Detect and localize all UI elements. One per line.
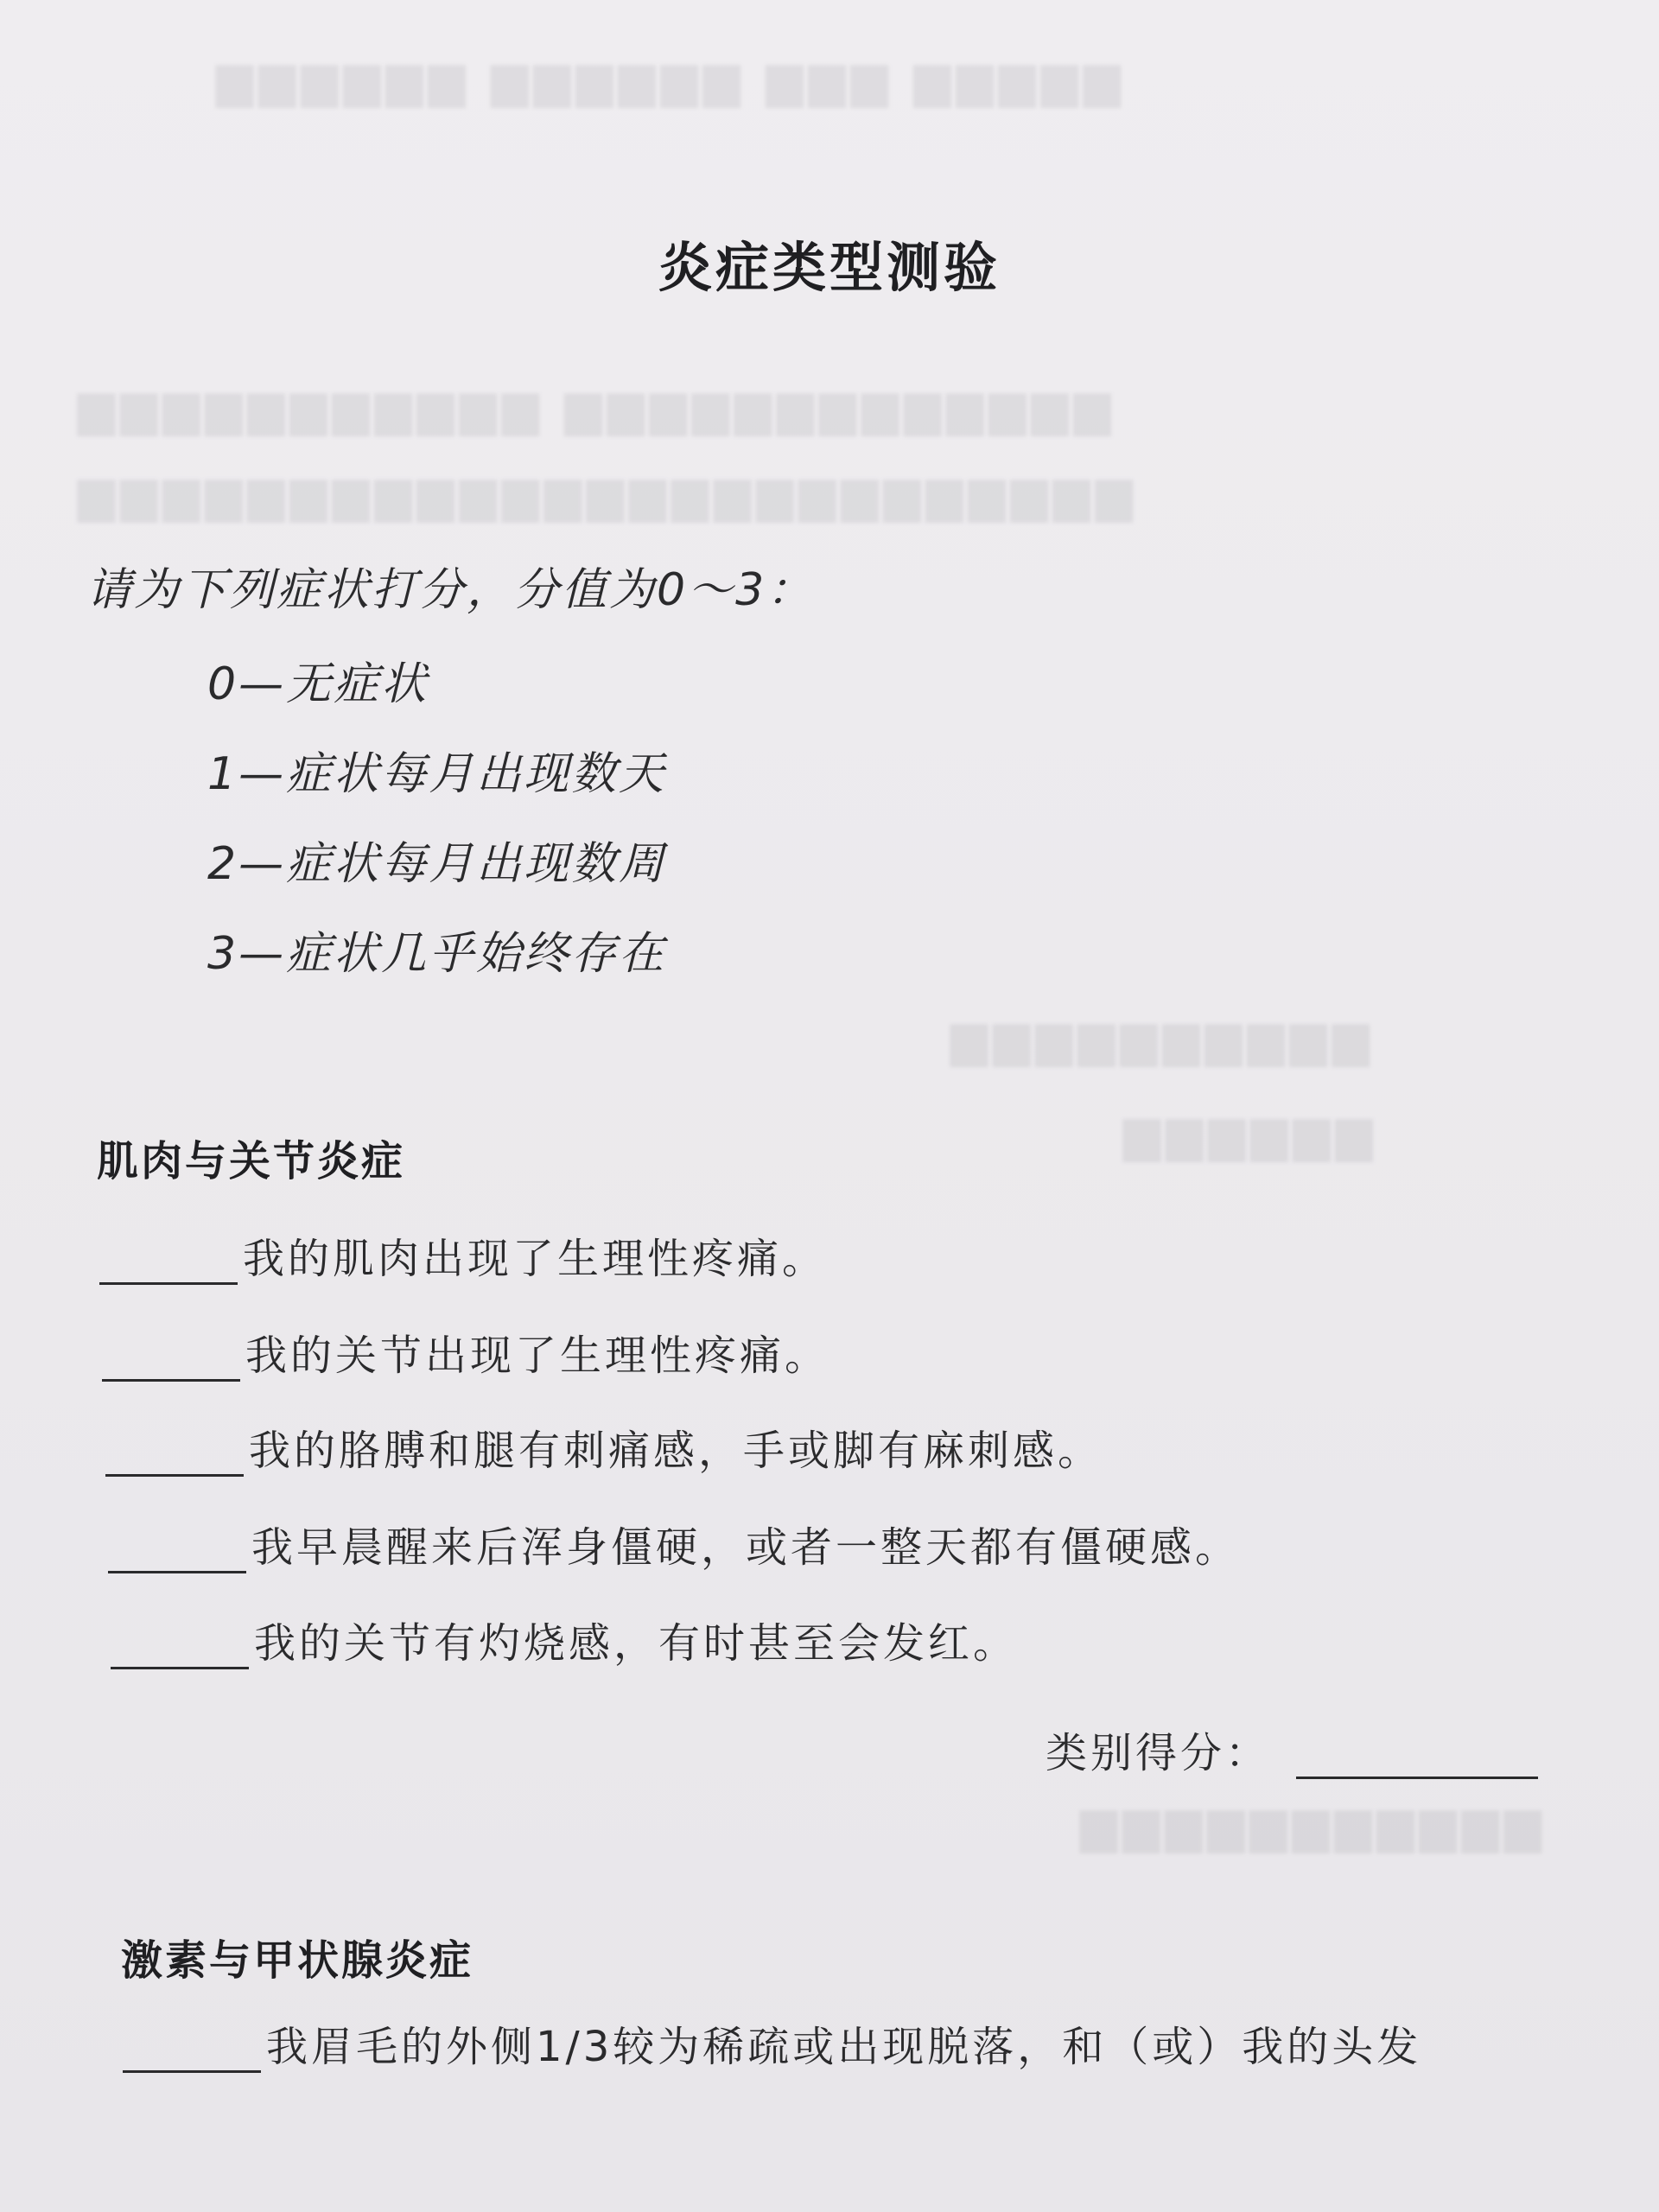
question-item xyxy=(123,2013,1421,2073)
bleed-through-texture: ▆▆▆▆▆▆▆▆▆▆▆ xyxy=(1080,1797,1547,1853)
question-item xyxy=(102,1322,830,1382)
category-score-blank[interactable] xyxy=(1296,1732,1538,1779)
question-text: 我的胳膊和腿有刺痛感，手或脚有麻刺感。 xyxy=(249,1427,1103,1475)
scale-item: 0—无症状 xyxy=(207,658,429,710)
scale-item: 3—症状几乎始终存在 xyxy=(207,928,667,980)
question-text: 我眉毛的外侧1/3较为稀疏或出现脱落，和（或）我的头发 xyxy=(266,2023,1422,2071)
score-blank[interactable] xyxy=(102,1334,240,1382)
section-title-muscle-joint: 肌肉与关节炎症 xyxy=(97,1137,406,1185)
score-blank[interactable] xyxy=(123,2025,261,2073)
bleed-through-texture: ▆▆▆▆▆▆▆▆▆▆▆▆▆▆▆▆▆▆▆▆▆▆▆▆▆ xyxy=(78,467,1138,523)
page-title: 炎症类型测验 xyxy=(658,236,1001,299)
bleed-through-texture: ▆▆▆▆▆▆▆▆▆▆▆ ▆▆▆▆▆▆▆▆▆▆▆▆▆ xyxy=(78,380,1116,436)
question-item xyxy=(99,1225,827,1285)
bleed-through-texture: ▆▆▆▆▆▆▆▆▆▆ xyxy=(950,1011,1375,1067)
score-blank[interactable] xyxy=(99,1237,238,1285)
category-score-label: 类别得分： xyxy=(1045,1729,1270,1777)
scale-item: 1—症状每月出现数天 xyxy=(207,748,667,800)
bleed-through-texture: ▆▆▆▆▆▆ xyxy=(1123,1106,1378,1162)
category-score xyxy=(1046,1719,1538,1779)
section-title-hormone-thyroid: 激素与甲状腺炎症 xyxy=(121,1936,474,1985)
question-item xyxy=(111,1610,1018,1669)
question-item xyxy=(105,1417,1103,1477)
scoring-instructions: 请为下列症状打分，分值为0～3： xyxy=(86,564,815,616)
question-text: 我的关节出现了生理性疼痛。 xyxy=(245,1332,830,1380)
score-blank[interactable] xyxy=(111,1622,249,1669)
score-blank[interactable] xyxy=(105,1429,244,1477)
score-blank[interactable] xyxy=(108,1526,246,1573)
question-text: 我早晨醒来后浑身僵硬，或者一整天都有僵硬感。 xyxy=(251,1523,1241,1572)
question-text: 我的关节有灼烧感，有时甚至会发红。 xyxy=(254,1619,1019,1668)
scale-item: 2—症状每月出现数周 xyxy=(207,838,667,890)
score-scale xyxy=(207,639,666,999)
question-text: 我的肌肉出现了生理性疼痛。 xyxy=(243,1235,828,1283)
bleed-through-texture: ▆▆▆▆▆▆ ▆▆▆▆▆▆ ▆▆▆ ▆▆▆▆▆ xyxy=(216,52,1126,108)
question-item xyxy=(108,1514,1240,1573)
